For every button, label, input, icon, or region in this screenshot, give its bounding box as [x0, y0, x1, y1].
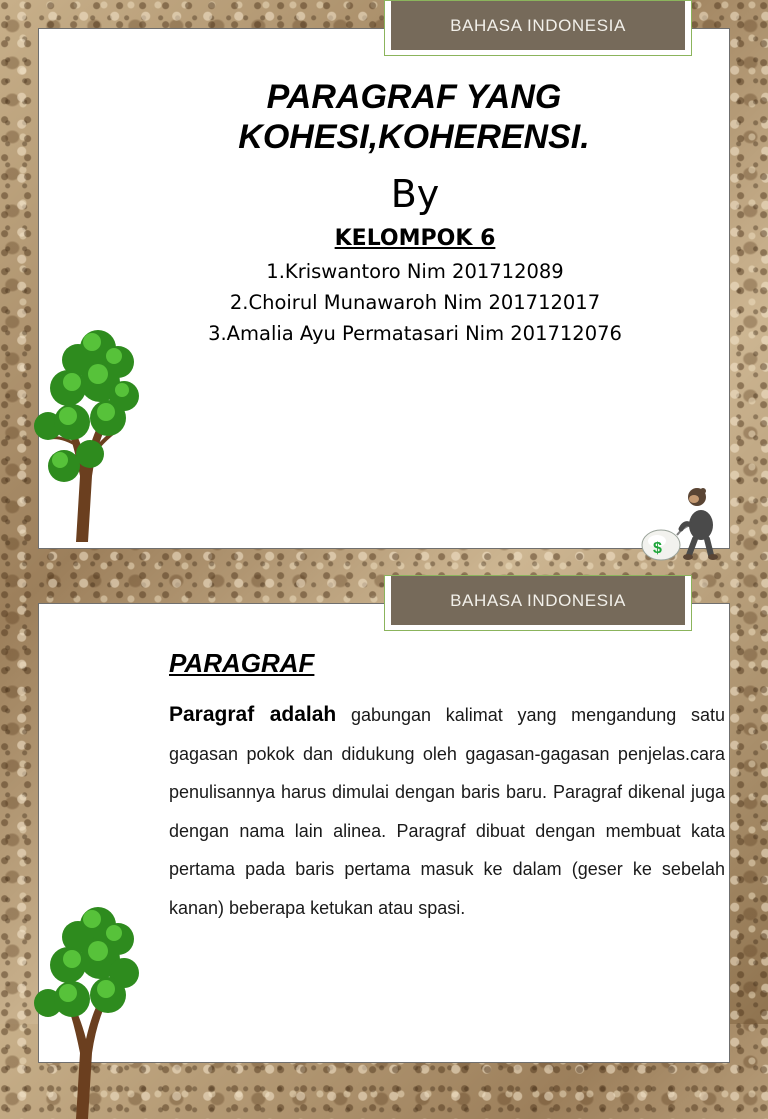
- slide-paragraf: [0, 575, 768, 1024]
- subject-tag: [384, 0, 692, 56]
- member-1: 1.Kriswantoro Nim 201712089: [266, 260, 564, 283]
- monkey-with-money-bag-icon: [637, 481, 721, 565]
- member-3: 3.Amalia Ayu Permatasari Nim 201712076: [208, 322, 622, 345]
- slide-card: [38, 28, 730, 557]
- subject-tag-label: BAHASA INDONESIA: [391, 1, 685, 50]
- group-name: KELOMPOK 6: [334, 226, 496, 251]
- paragraph-body: [169, 696, 725, 927]
- member-2: 2.Choirul Munawaroh Nim 201712017: [229, 291, 601, 314]
- by-label: By: [390, 172, 440, 216]
- title-line-1: PARAGRAF YANG: [266, 78, 562, 116]
- tree-icon: [28, 903, 140, 1119]
- subject-tag: [384, 575, 692, 631]
- slide-title-heading: [159, 77, 669, 157]
- title-line-2: KOHESI,KOHERENSI.: [238, 118, 590, 156]
- subject-tag-label: BAHASA INDONESIA: [391, 576, 685, 625]
- paragraph-text: gabungan kalimat yang mengandung satu gagasan pokok dan didukung oleh gagasan-gagasan penjelas.cara penulisannya harus dimulai dengan baris baru. Paragraf dikenal juga dengan nama lain alinea. Paragraf dibuat dengan membuat kata pertama pada baris pertama masuk ke dalam (geser ke sebelah kanan) beberapa ketukan atau spasi.: [169, 705, 725, 918]
- paragraph-lead: Paragraf adalah: [169, 703, 337, 726]
- section-heading: PARAGRAF: [169, 648, 315, 678]
- slide-card: [38, 603, 730, 1063]
- svg-text:$: $: [653, 540, 662, 557]
- tree-icon: [28, 326, 140, 542]
